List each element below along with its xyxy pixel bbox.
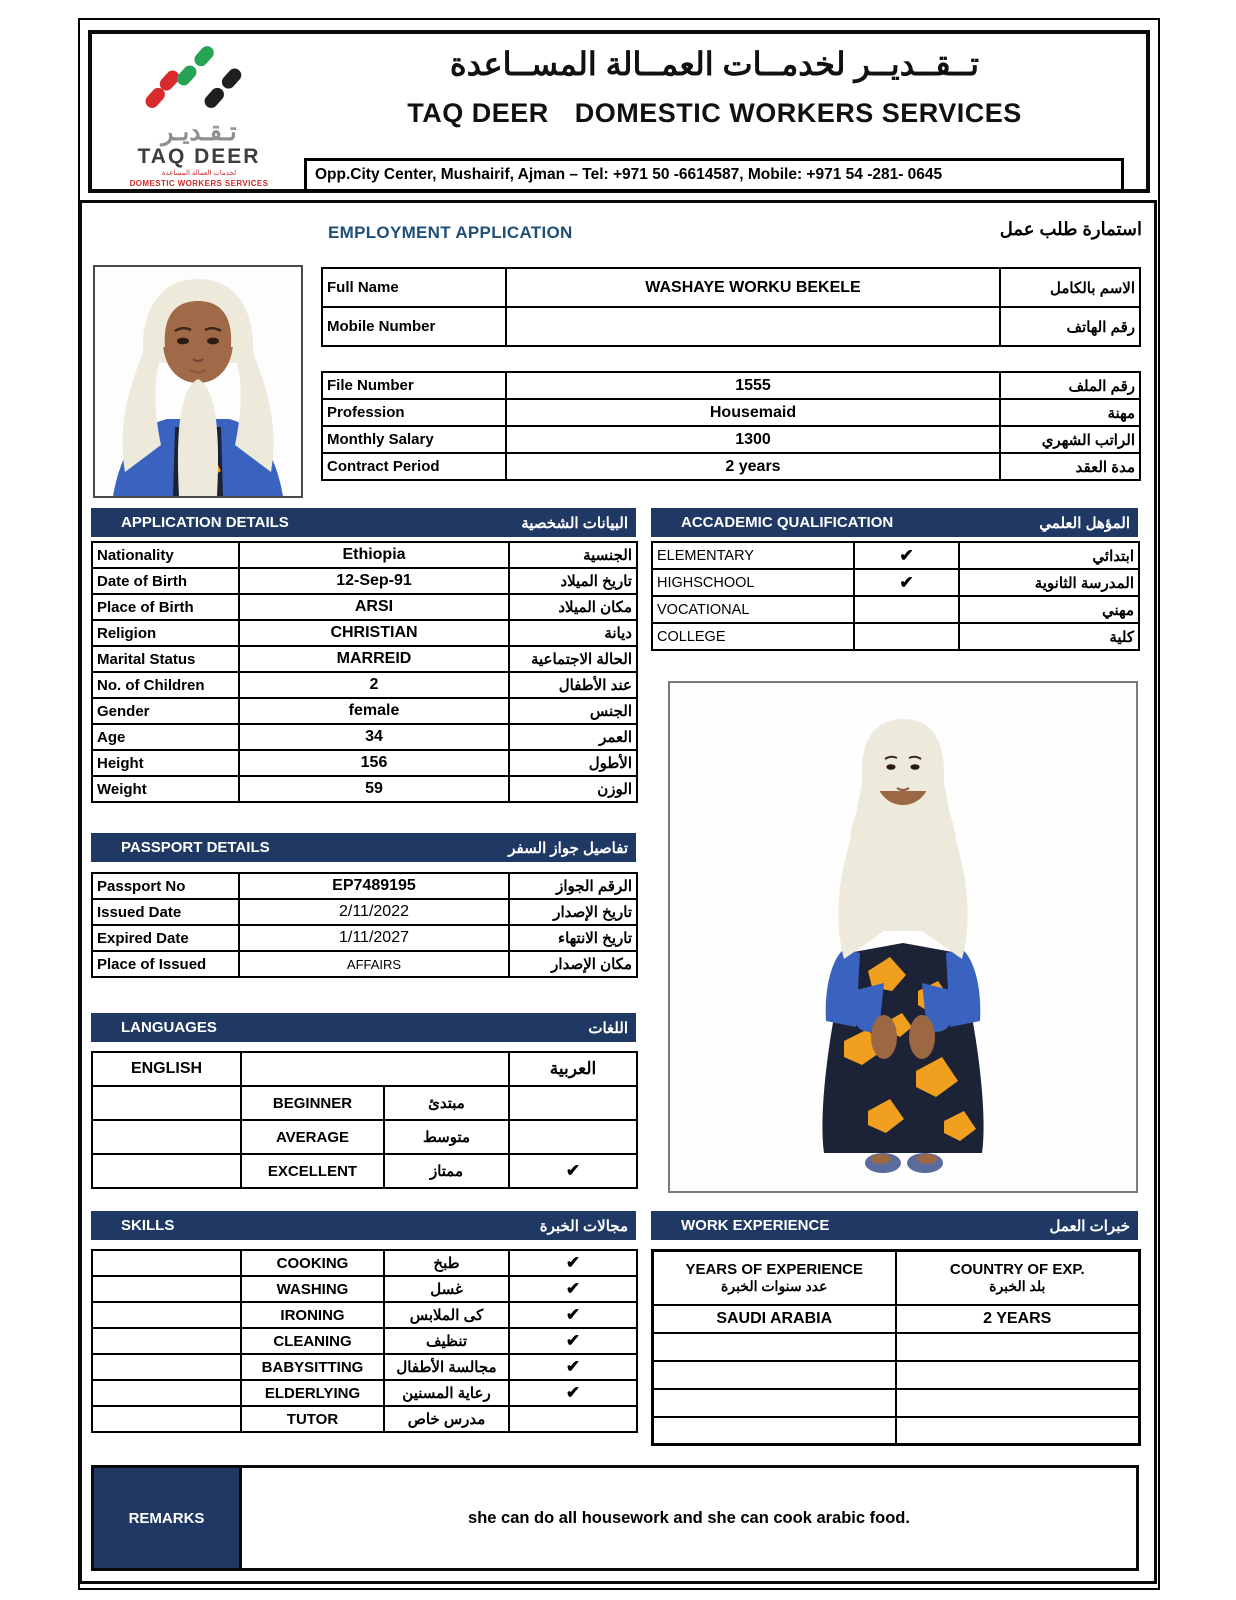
field-label-arabic: مكان الميلاد xyxy=(509,594,637,620)
field-label-arabic: مدة العقد xyxy=(1000,453,1140,480)
table-row xyxy=(92,542,637,568)
field-value: Housemaid xyxy=(506,399,1000,426)
company-title-services: DOMESTIC WORKERS SERVICES xyxy=(574,98,1022,128)
table-row xyxy=(92,1086,637,1120)
skill-label: TUTOR xyxy=(241,1406,384,1432)
table-row xyxy=(322,426,1140,453)
table-row xyxy=(653,1389,1140,1417)
table-row xyxy=(92,698,637,724)
field-value: 1555 xyxy=(506,372,1000,399)
table-row xyxy=(92,1120,637,1154)
english-check-cell xyxy=(92,1086,241,1120)
field-value xyxy=(506,307,1000,346)
level-label-arabic: متوسط xyxy=(384,1120,509,1154)
qualification-label: ELEMENTARY xyxy=(652,542,854,569)
skills-table xyxy=(91,1249,636,1433)
skill-label-arabic: مدرس خاص xyxy=(384,1406,509,1432)
table-row xyxy=(92,925,637,951)
section-title: ACCADEMIC QUALIFICATION xyxy=(681,514,894,531)
check-mark: ✔ xyxy=(509,1276,637,1302)
qualification-label-arabic: كلية xyxy=(959,623,1139,650)
check-mark xyxy=(509,1406,637,1432)
empty-cell xyxy=(92,1302,241,1328)
work-experience-table xyxy=(651,1249,1138,1446)
field-label: Weight xyxy=(92,776,239,802)
country-cell xyxy=(896,1389,1140,1417)
table-row xyxy=(92,1328,637,1354)
section-passport-details xyxy=(91,833,636,862)
logo-brand-arabic: تـقـديـر xyxy=(161,118,237,146)
table-row xyxy=(92,724,637,750)
experience-cell xyxy=(653,1389,896,1417)
empty-cell xyxy=(92,1406,241,1432)
file-info-table xyxy=(321,371,1139,481)
table-row xyxy=(322,399,1140,426)
company-title-arabic: تــقــديــر لخدمــات العمــالة المســاعدة xyxy=(449,46,980,82)
field-label: Issued Date xyxy=(92,899,239,925)
english-check-cell xyxy=(92,1120,241,1154)
field-value: 12-Sep-91 xyxy=(239,568,509,594)
logo-brand-name: TAQ DEER xyxy=(137,145,261,169)
qualification-label-arabic: المدرسة الثانوية xyxy=(959,569,1139,596)
work-experience-header-row xyxy=(653,1251,1140,1305)
level-label-arabic: مبتدئ xyxy=(384,1086,509,1120)
check-mark: ✔ xyxy=(509,1328,637,1354)
identity-table xyxy=(321,267,1139,347)
skill-label: ELDERLYING xyxy=(241,1380,384,1406)
table-row xyxy=(652,596,1139,623)
section-title-arabic: المؤهل العلمي xyxy=(1039,514,1130,532)
skill-label-arabic: طبخ xyxy=(384,1250,509,1276)
header xyxy=(88,30,1150,193)
company-title-block xyxy=(292,44,1137,129)
table-row xyxy=(92,750,637,776)
field-label: No. of Children xyxy=(92,672,239,698)
field-label-arabic: عند الأطفال xyxy=(509,672,637,698)
table-row xyxy=(652,623,1139,650)
field-label: Contract Period xyxy=(322,453,506,480)
english-column-header: ENGLISH xyxy=(92,1052,241,1086)
qualification-label: COLLEGE xyxy=(652,623,854,650)
field-label: Marital Status xyxy=(92,646,239,672)
skill-label: COOKING xyxy=(241,1250,384,1276)
field-value: 2 years xyxy=(506,453,1000,480)
experience-cell xyxy=(653,1361,896,1389)
experience-cell: SAUDI ARABIA xyxy=(653,1305,896,1333)
field-label-arabic: ديانة xyxy=(509,620,637,646)
field-value: EP7489195 xyxy=(239,873,509,899)
check-mark: ✔ xyxy=(854,542,959,569)
section-title-arabic: خبرات العمل xyxy=(1049,1217,1130,1235)
qualification-label: HIGHSCHOOL xyxy=(652,569,854,596)
field-label: Gender xyxy=(92,698,239,724)
skill-label-arabic: تنظيف xyxy=(384,1328,509,1354)
skill-label-arabic: رعاية المسنين xyxy=(384,1380,509,1406)
table-row xyxy=(92,1380,637,1406)
empty-cell xyxy=(92,1276,241,1302)
company-logo xyxy=(114,38,284,188)
qualification-label-arabic: مهني xyxy=(959,596,1139,623)
table-row xyxy=(652,569,1139,596)
table-row xyxy=(92,1354,637,1380)
field-value: 2/11/2022 xyxy=(239,899,509,925)
table-row xyxy=(653,1417,1140,1445)
field-label-arabic: العمر xyxy=(509,724,637,750)
section-title-arabic: تفاصيل جواز السفر xyxy=(508,839,628,857)
field-label-arabic: مهنة xyxy=(1000,399,1140,426)
section-academic-qualification xyxy=(651,508,1138,537)
section-skills xyxy=(91,1211,636,1240)
arabic-check-cell: ✔ xyxy=(509,1154,637,1188)
section-title: LANGUAGES xyxy=(121,1019,217,1036)
field-label-arabic: تاريخ الميلاد xyxy=(509,568,637,594)
check-mark: ✔ xyxy=(509,1380,637,1406)
table-row xyxy=(653,1333,1140,1361)
field-label-arabic: مكان الإصدار xyxy=(509,951,637,977)
section-application-details xyxy=(91,508,636,537)
table-row xyxy=(92,620,637,646)
skill-label: CLEANING xyxy=(241,1328,384,1354)
field-value: WASHAYE WORKU BEKELE xyxy=(506,268,1000,307)
application-details-table xyxy=(91,541,636,803)
empty-cell xyxy=(92,1250,241,1276)
table-row xyxy=(653,1361,1140,1389)
remarks-text: she can do all housework and she can cook arabic food. xyxy=(468,1508,910,1527)
field-value: 1300 xyxy=(506,426,1000,453)
country-cell xyxy=(896,1333,1140,1361)
table-row xyxy=(652,542,1139,569)
field-label-arabic: الجنس xyxy=(509,698,637,724)
field-label: Passport No xyxy=(92,873,239,899)
field-label-arabic: الرقم الجواز xyxy=(509,873,637,899)
logo-tagline-arabic: لخدمات العمالة المساعدة xyxy=(161,170,237,178)
check-mark: ✔ xyxy=(509,1354,637,1380)
table-row xyxy=(92,646,637,672)
field-label: Expired Date xyxy=(92,925,239,951)
field-label: Full Name xyxy=(322,268,506,307)
form-title-arabic: استمارة طلب عمل xyxy=(999,219,1142,239)
applicant-portrait-photo xyxy=(93,265,303,498)
field-label-arabic: تاريخ الإصدار xyxy=(509,899,637,925)
years-of-experience-header: YEARS OF EXPERIENCE عدد سنوات الخبرة xyxy=(653,1251,896,1305)
field-label-arabic: الاسم بالكامل xyxy=(1000,268,1140,307)
field-value: ARSI xyxy=(239,594,509,620)
company-title-english xyxy=(292,98,1137,129)
languages-table xyxy=(91,1051,636,1189)
field-label-arabic: الحالة الاجتماعية xyxy=(509,646,637,672)
arabic-column-header: العربية xyxy=(509,1052,637,1086)
qualification-label-arabic: ابتدائي xyxy=(959,542,1139,569)
address-bar xyxy=(304,158,1124,192)
field-label: Date of Birth xyxy=(92,568,239,594)
field-value: 156 xyxy=(239,750,509,776)
field-label: Place of Issued xyxy=(92,951,239,977)
address-text: Opp.City Center, Mushairif, Ajman – Tel: +971 50 -6614587, Mobile: +971 54 -281- 0645 xyxy=(315,166,943,183)
level-label: BEGINNER xyxy=(241,1086,384,1120)
fullbody-illustration xyxy=(748,691,1058,1191)
academic-qualification-table xyxy=(651,541,1138,651)
section-title: SKILLS xyxy=(121,1217,175,1234)
applicant-fullbody-photo xyxy=(668,681,1138,1193)
field-label: Place of Birth xyxy=(92,594,239,620)
section-title: WORK EXPERIENCE xyxy=(681,1217,830,1234)
logo-pills-icon xyxy=(143,38,255,116)
section-work-experience xyxy=(651,1211,1138,1240)
section-title: APPLICATION DETAILS xyxy=(121,514,289,531)
section-title-arabic: مجالات الخبرة xyxy=(539,1217,628,1235)
table-row xyxy=(92,873,637,899)
table-row xyxy=(653,1305,1140,1333)
application-form xyxy=(79,200,1157,1584)
field-value: 59 xyxy=(239,776,509,802)
passport-details-table xyxy=(91,872,636,978)
section-title: PASSPORT DETAILS xyxy=(121,839,270,856)
skill-label-arabic: كى الملابس xyxy=(384,1302,509,1328)
field-value: 2 xyxy=(239,672,509,698)
qualification-label: VOCATIONAL xyxy=(652,596,854,623)
field-label: Monthly Salary xyxy=(322,426,506,453)
table-row xyxy=(92,1154,637,1188)
empty-cell xyxy=(92,1328,241,1354)
arabic-check-cell xyxy=(509,1120,637,1154)
check-mark xyxy=(854,596,959,623)
table-row xyxy=(92,951,637,977)
country-of-exp-header: COUNTRY OF EXP. بلد الخبرة xyxy=(896,1251,1140,1305)
section-title-arabic: اللغات xyxy=(588,1019,628,1037)
field-label-arabic: الجنسية xyxy=(509,542,637,568)
form-title-english: EMPLOYMENT APPLICATION xyxy=(328,223,573,242)
section-title-arabic: البيانات الشخصية xyxy=(521,514,628,532)
field-label-arabic: رقم الهاتف xyxy=(1000,307,1140,346)
remarks-section xyxy=(91,1465,1139,1571)
empty-cell xyxy=(241,1052,509,1086)
field-label-arabic: الراتب الشهري xyxy=(1000,426,1140,453)
table-row xyxy=(322,453,1140,480)
check-mark xyxy=(854,623,959,650)
skill-label: BABYSITTING xyxy=(241,1354,384,1380)
country-cell: 2 YEARS xyxy=(896,1305,1140,1333)
field-value: CHRISTIAN xyxy=(239,620,509,646)
check-mark: ✔ xyxy=(509,1302,637,1328)
field-label-arabic: تاريخ الانتهاء xyxy=(509,925,637,951)
skill-label-arabic: مجالسة الأطفال xyxy=(384,1354,509,1380)
empty-cell xyxy=(92,1354,241,1380)
table-row xyxy=(92,1276,637,1302)
field-label: Height xyxy=(92,750,239,776)
section-languages xyxy=(91,1013,636,1042)
table-row xyxy=(322,307,1140,346)
field-label: Mobile Number xyxy=(322,307,506,346)
table-row xyxy=(92,1302,637,1328)
country-cell xyxy=(896,1417,1140,1445)
field-value: AFFAIRS xyxy=(239,951,509,977)
check-mark: ✔ xyxy=(509,1250,637,1276)
country-cell xyxy=(896,1361,1140,1389)
table-row xyxy=(92,1406,637,1432)
skill-label: IRONING xyxy=(241,1302,384,1328)
field-value: 34 xyxy=(239,724,509,750)
table-row xyxy=(92,776,637,802)
field-value: female xyxy=(239,698,509,724)
field-label: Age xyxy=(92,724,239,750)
table-row xyxy=(322,268,1140,307)
level-label: EXCELLENT xyxy=(241,1154,384,1188)
level-label-arabic: ممتاز xyxy=(384,1154,509,1188)
table-row xyxy=(92,899,637,925)
field-label-arabic: الوزن xyxy=(509,776,637,802)
logo-tagline: DOMESTIC WORKERS SERVICES xyxy=(129,178,269,188)
field-label: Religion xyxy=(92,620,239,646)
field-label: File Number xyxy=(322,372,506,399)
field-label-arabic: رقم الملف xyxy=(1000,372,1140,399)
table-row xyxy=(322,372,1140,399)
table-row xyxy=(92,1250,637,1276)
skill-label: WASHING xyxy=(241,1276,384,1302)
field-label-arabic: الأطول xyxy=(509,750,637,776)
field-value: MARREID xyxy=(239,646,509,672)
field-value: Ethiopia xyxy=(239,542,509,568)
company-title-brand: TAQ DEER xyxy=(407,98,549,128)
empty-cell xyxy=(92,1380,241,1406)
level-label: AVERAGE xyxy=(241,1120,384,1154)
experience-cell xyxy=(653,1417,896,1445)
check-mark: ✔ xyxy=(854,569,959,596)
field-value: 1/11/2027 xyxy=(239,925,509,951)
field-label: Profession xyxy=(322,399,506,426)
skill-label-arabic: غسل xyxy=(384,1276,509,1302)
table-row xyxy=(92,594,637,620)
table-row xyxy=(92,568,637,594)
field-label: Nationality xyxy=(92,542,239,568)
remarks-label: REMARKS xyxy=(94,1468,242,1568)
english-check-cell xyxy=(92,1154,241,1188)
table-row xyxy=(92,672,637,698)
languages-header-row xyxy=(92,1052,637,1086)
portrait-illustration xyxy=(95,267,301,496)
arabic-check-cell xyxy=(509,1086,637,1120)
experience-cell xyxy=(653,1333,896,1361)
